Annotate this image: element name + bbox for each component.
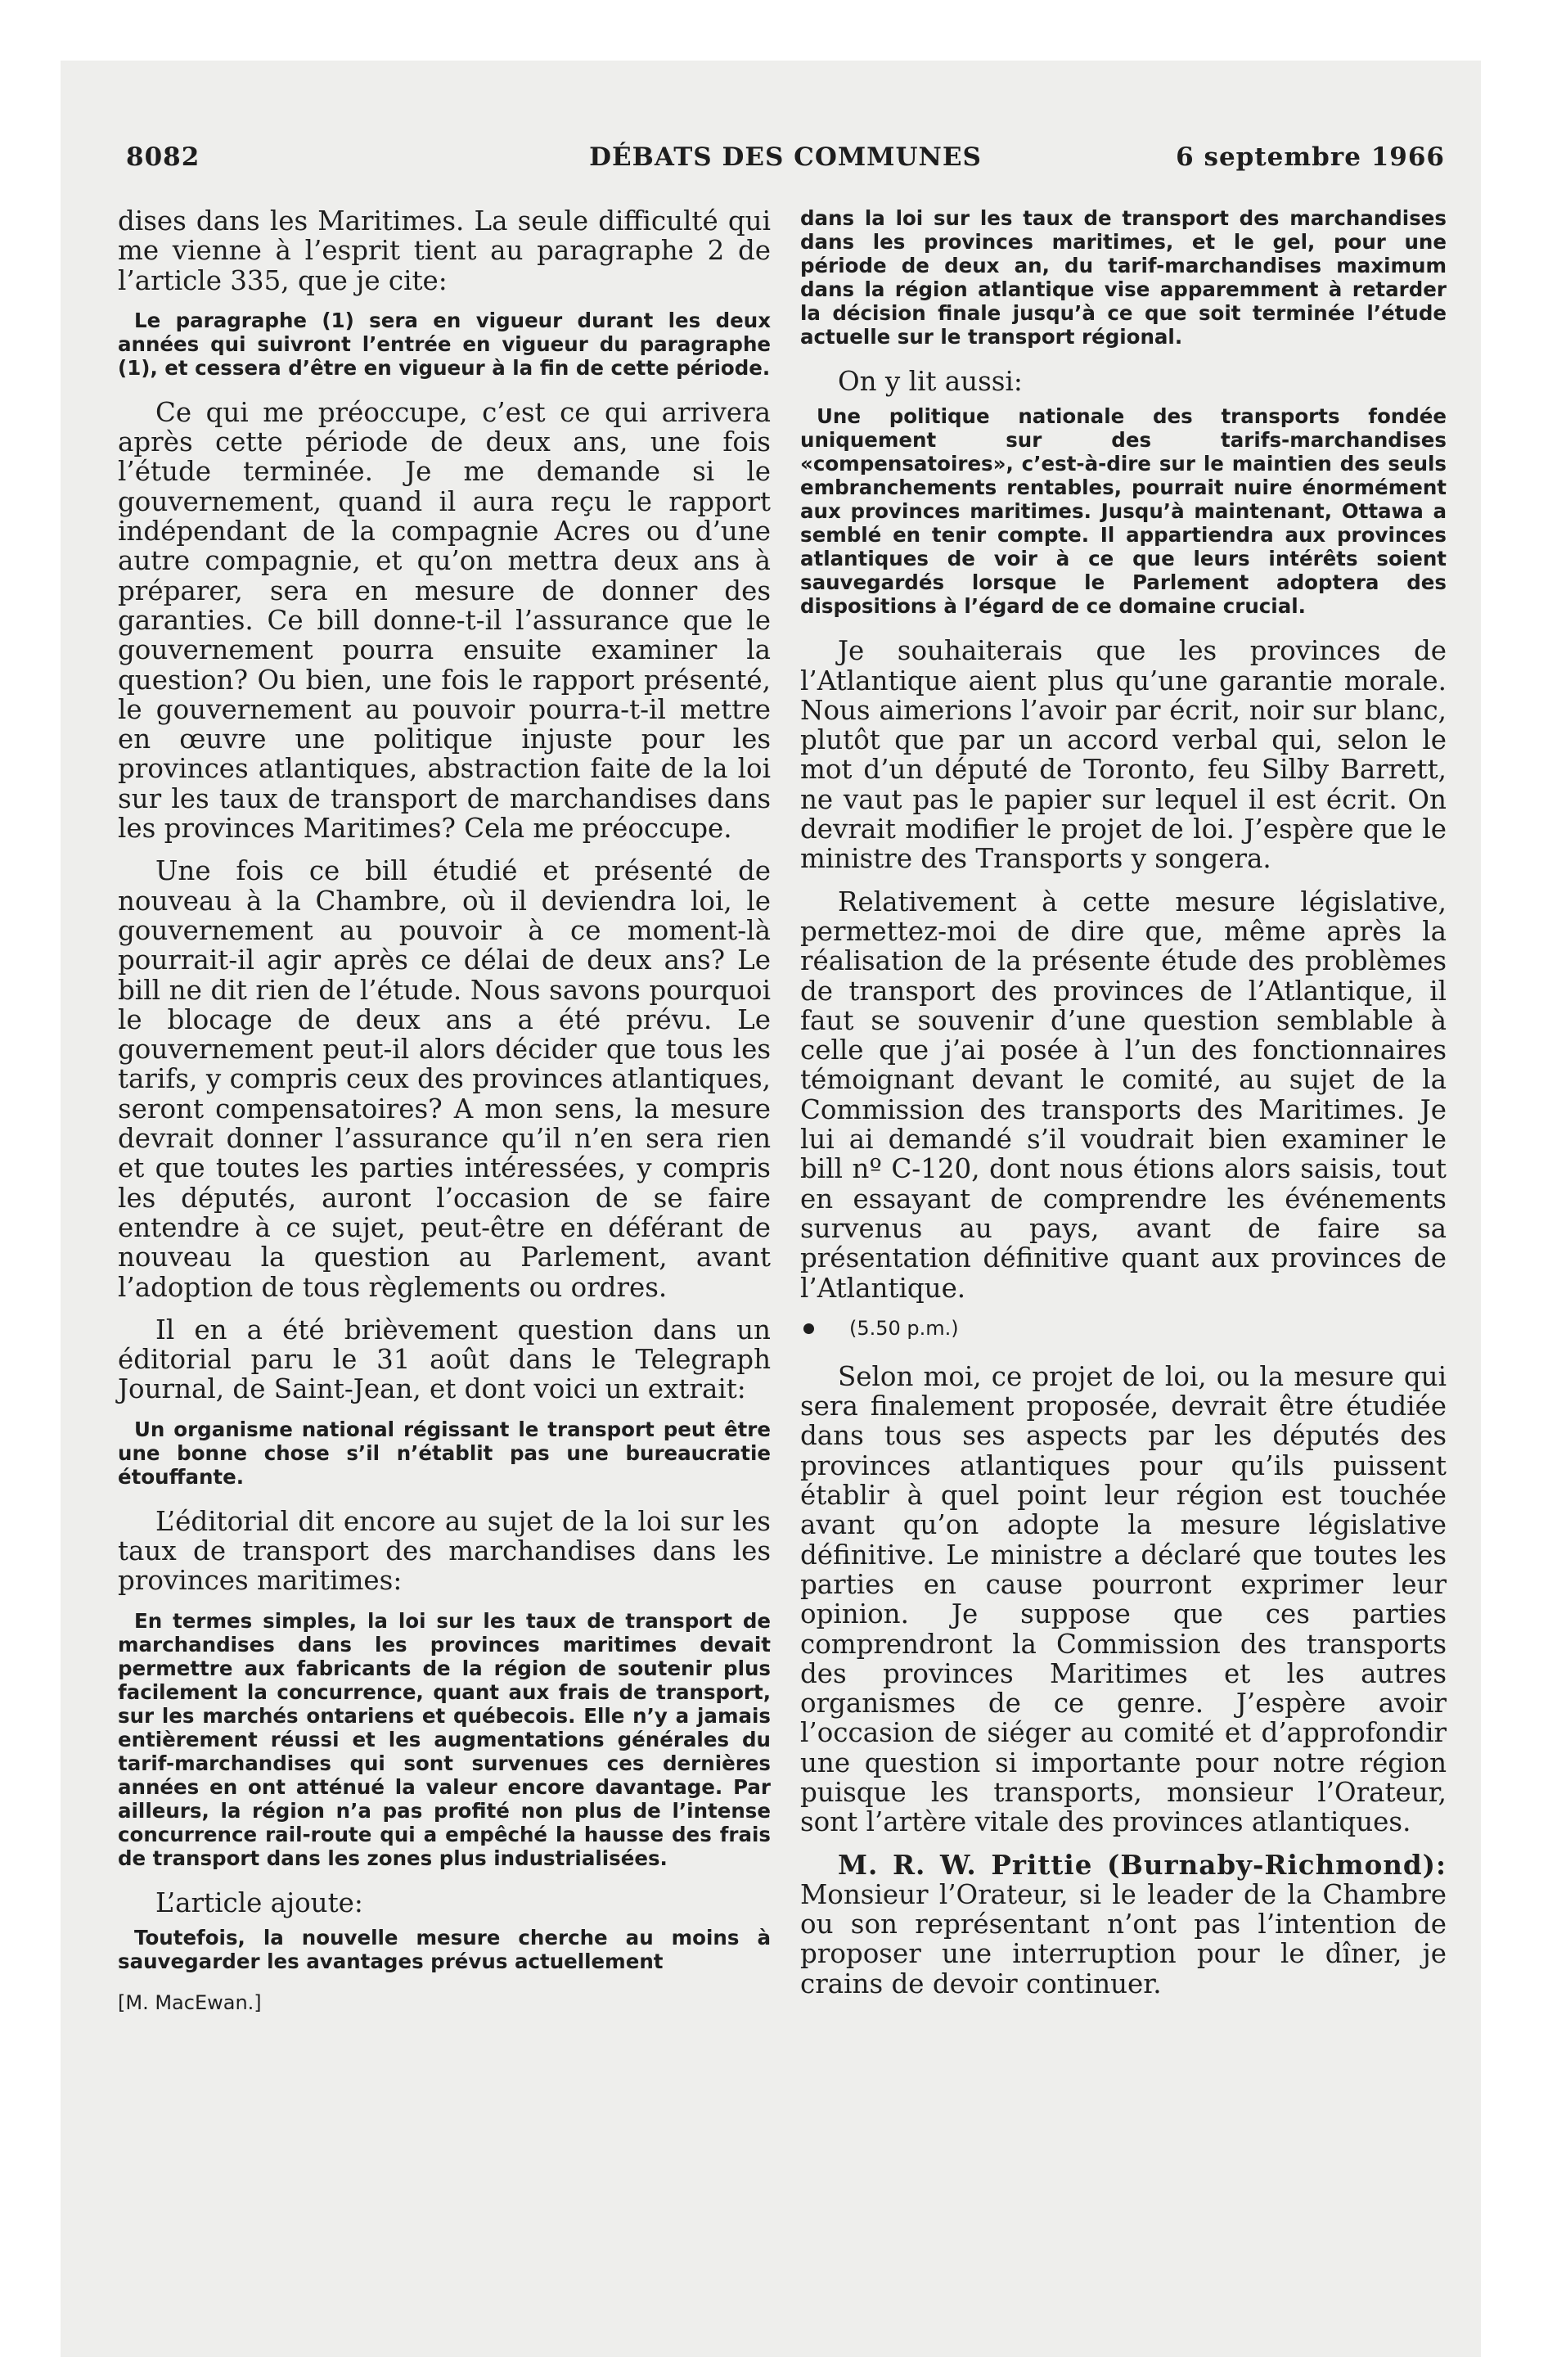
paragraph: Ce qui me préoccupe, c’est ce qui arrivera après cette période de deux ans, une fois l’étude terminée. Je me demande si le gouvernement, quand il aura reçu le rapport indépendant de la compagnie Acres ou d’une autre compagnie, et qu’on mettra deux ans à préparer, sera en mesure de donner des garanties. Ce bill donne-t-il l’assurance que le gouvernement pourra ensuite examiner la question? Ou bien, une fois le rapport présenté, le gouvernement au pouvoir pourra-t-il mettre en œuvre une politique injuste pour les provinces atlantiques, abstraction faite de la loi sur les taux de transport de marchandises dans les provinces Maritimes? Cela me préoccupe.	[118, 396, 771, 845]
speaker-attribution: [M. MacEwan.]	[118, 1990, 262, 2014]
timestamp-text: (5.50 p.m.)	[849, 1316, 959, 1340]
left-column	[118, 206, 771, 2014]
speaker-text: Monsieur l’Orateur, si le leader de la Chambre ou son représentant n’ont pas l’intention de proposer une interruption pour le dîner, je crains de devoir continuer.	[800, 1878, 1447, 1999]
quotation: En termes simples, la loi sur les taux de transport de marchandises dans les provinces maritimes devait permettre aux fabricants de la région de soutenir plus facilement la concurrence, quant aux frais de transport, sur les marchés ontariens et québecois. Elle n’y a jamais entièrement réussi et les augmentations générales du tarif-marchandises qui sont survenues ces dernières années en ont atténué la valeur encore davantage. Par ailleurs, la région n’a pas profité non plus de l’intense concurrence rail-route qui a empêché la hausse des frais de transport dans les zones plus industrialisées.	[118, 1608, 771, 1870]
quotation: Une politique nationale des transports fondée uniquement sur des tarifs-marchandises «compensatoires», c’est-à-dire sur le maintien des seuls embranchements rentables, pourrait nuire énormément aux provinces maritimes. Jusqu’à maintenant, Ottawa a semblé en tenir compte. Il appartiendra aux provinces atlantiques de voir à ce que leurs intérêts soient sauvegardés lorsque le Parlement adoptera des dispositions à l’égard de ce domaine crucial.	[800, 404, 1447, 619]
paragraph: dises dans les Maritimes. La seule difficulté qui me vienne à l’esprit tient au paragraphe 2 de l’article 335, que je cite:	[118, 205, 771, 296]
speaker-paragraph	[800, 1850, 1447, 1999]
page-number: 8082	[126, 142, 200, 172]
paragraph: Je souhaiterais que les provinces de l’Atlantique aient plus qu’une garantie morale. Nous aimerions l’avoir par écrit, noir sur blanc, plutôt que par un accord verbal qui, selon le mot d’un député de Toronto, feu Silby Barrett, ne vaut pas le papier sur lequel il est écrit. On devrait modifier le projet de loi. J’espère que le ministre des Transports y songera.	[800, 635, 1447, 875]
bullet-icon	[803, 1323, 814, 1334]
paragraph: L’éditorial dit encore au sujet de la loi sur les taux de transport des marchandises dans les provinces maritimes:	[118, 1505, 771, 1597]
page-header	[126, 142, 1445, 183]
page-date: 6 septembre 1966	[1176, 142, 1445, 172]
paragraph: Il en a été brièvement question dans un éditorial paru le 31 août dans le Telegraph Journal, de Saint-Jean, et dont voici un extrait:	[118, 1314, 771, 1405]
timestamp	[800, 1316, 1447, 1341]
paragraph: Une fois ce bill étudié et présenté de nouveau à la Chambre, où il deviendra loi, le gouvernement au pouvoir à ce moment-là pourrait-il agir après ce délai de deux ans? Le bill ne dit rien de l’étude. Nous savons pourquoi le blocage de deux ans a été prévu. Le gouvernement peut-il alors décider que tous les tarifs, y compris ceux des provinces atlantiques, seront compensatoires? A mon sens, la mesure devrait donner l’assurance qu’il n’en sera rien et que toutes les parties intéressées, y compris les députés, auront l’occasion de se faire entendre à ce sujet, peut-être en déférant de nouveau la question au Parlement, avant l’adoption de tous règlements ou ordres.	[118, 855, 771, 1303]
quotation: Toutefois, la nouvelle mesure cherche au moins à sauvegarder les avantages prévus actuellement	[118, 1925, 771, 1973]
paragraph: L’article ajoute:	[155, 1886, 363, 1918]
publication-title: DÉBATS DES COMMUNES	[589, 142, 982, 172]
right-column	[800, 206, 1447, 2012]
paragraph: Selon moi, ce projet de loi, ou la mesure qui sera finalement proposée, devrait être étudiée dans tous ses aspects par les députés des provinces atlantiques pour qu’ils puissent établir à quel point leur région est touchée avant qu’on adopte la mesure législative définitive. Le ministre a déclaré que toutes les parties en cause pourront exprimer leur opinion. Je suppose que ces parties comprendront la Commission des transports des provinces Maritimes et les autres organismes de ce genre. J’espère avoir l’occasion de siéger au comité et d’approfondir une question si importante pour notre région puisque les transports, monsieur l’Orateur, sont l’artère vitale des provinces atlantiques.	[800, 1360, 1447, 1838]
paragraph: Relativement à cette mesure législative, permettez-moi de dire que, même après la réalisation de la présente étude des problèmes de transport des provinces de l’Atlantique, il faut se souvenir d’une question semblable à celle que j’ai posée à l’un des fonctionnaires témoignant devant le comité, au sujet de la Commission des transports des Maritimes. Je lui ai demandé s’il voudrait bien examiner le bill nº C-120, dont nous étions alors saisis, tout en essayant de comprendre les événements survenus au pays, avant de faire sa présentation définitive quant aux provinces de l’Atlantique.	[800, 886, 1447, 1304]
quotation: Le paragraphe (1) sera en vigueur durant les deux années qui suivront l’entrée en vigueur du paragraphe (1), et cessera d’être en vigueur à la fin de cette période.	[118, 308, 771, 380]
quotation: Un organisme national régissant le transport peut être une bonne chose s’il n’établit pas une bureaucratie étouffante.	[118, 1417, 771, 1489]
speaker-name: M. R. W. Prittie (Burnaby-Richmond):	[838, 1848, 1447, 1881]
paragraph: On y lit aussi:	[838, 366, 1023, 397]
quotation: dans la loi sur les taux de transport des marchandises dans les provinces maritimes, et le gel, pour une période de deux an, du tarif-marchandises maximum dans la région atlantique vise apparemment à retarder la décision finale jusqu’à ce que soit terminée l’étude actuelle sur le transport régional.	[800, 206, 1447, 349]
